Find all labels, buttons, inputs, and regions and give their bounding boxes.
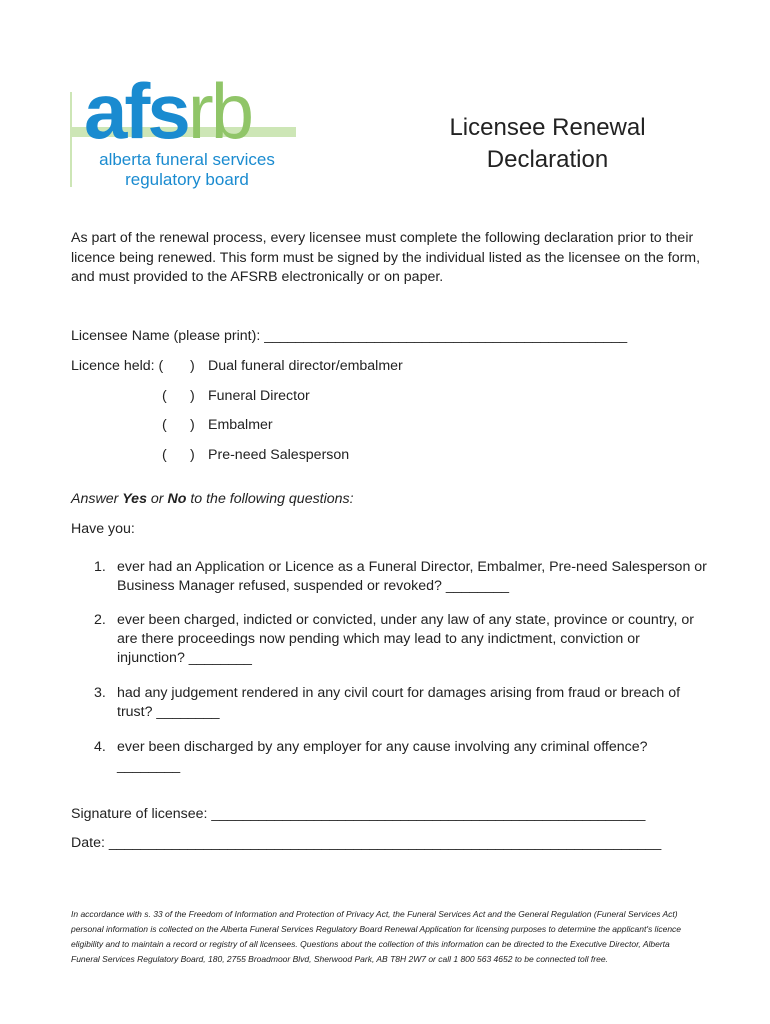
logo-green-edge (70, 92, 72, 187)
licence-option-funeral-director[interactable]: Funeral Director (208, 388, 310, 404)
signature-label: Signature of licensee: (71, 806, 208, 822)
question-number: 2. (94, 612, 106, 628)
document-title: Licensee Renewal Declaration (449, 114, 646, 173)
question-number: 1. (94, 559, 106, 575)
date-row (71, 834, 661, 853)
licensee-name-label: Licensee Name (please print): (71, 328, 261, 344)
option-close-paren: ) (190, 388, 195, 404)
intro-paragraph: As part of the renewal process, every licensee must complete the following declaration prior to their licence being renewed. This form must be signed by the individual listed as the licensee on the form, and must provided to the AFSRB electronically or on paper. (71, 230, 701, 285)
instruction-no: No (167, 491, 187, 507)
question-item[interactable] (94, 738, 709, 776)
logo-wordmark (84, 67, 252, 155)
logo-wordmark-afs: afs (84, 67, 188, 155)
question-text: ever had an Application or Licence as a Funeral Director, Embalmer, Pre-need Salesperson or Business Manager refused, suspended or revoked? ________ (117, 559, 707, 594)
option-open-paren: ( (162, 447, 167, 463)
instruction-prefix: Answer (71, 491, 123, 507)
question-text: ever been charged, indicted or convicted, under any law of any state, province or country, or are there proceedings now pending which may lead to any indictment, conviction or injunction? ________ (117, 612, 695, 666)
signature-row (71, 805, 645, 824)
have-you-label: Have you: (71, 521, 135, 537)
option-close-paren: ) (190, 447, 195, 463)
logo-wordmark-rb: rb (187, 67, 252, 155)
option-close-paren: ) (190, 417, 195, 433)
question-item[interactable] (94, 684, 709, 722)
option-open-paren: ( (162, 417, 167, 433)
licensee-name-row (71, 327, 627, 346)
licensee-name-field[interactable]: ______________________________________________ (264, 328, 628, 344)
question-item[interactable] (94, 558, 709, 596)
licence-option-pre-need[interactable]: Pre-need Salesperson (208, 447, 350, 463)
date-label: Date: (71, 835, 105, 851)
afsrb-logo (70, 67, 298, 190)
question-text: ever been discharged by any employer for any cause involving any criminal offence? ________ (117, 739, 648, 774)
instruction-mid: or (146, 491, 168, 507)
question-text: had any judgement rendered in any civil court for damages arising from fraud or breach of trust? ________ (117, 685, 681, 720)
question-item[interactable] (94, 611, 709, 668)
option-open-paren: ( (162, 388, 167, 404)
question-number: 3. (94, 685, 106, 701)
licence-option-dual[interactable]: Dual funeral director/embalmer (208, 358, 403, 374)
date-field[interactable]: ______________________________________________________________________ (108, 835, 662, 851)
option-close-paren: ) (190, 358, 195, 374)
logo-line-2: regulatory board (125, 170, 249, 189)
question-number: 4. (94, 739, 106, 755)
privacy-footer: In accordance with s. 33 of the Freedom of Information and Protection of Privacy Act, the Funeral Services Act and the General Regulation (Funeral Services Act) personal information is collected on the Alberta Funeral Services Regulatory Board Renewal Application for licensing purposes to determine the applicant's licence eligibility and to maintain a record or registry of all licensees. Questions about the collection of this information can be directed to the Executive Director, Alberta Funeral Services Regulatory Board, 180, 2755 Broadmoor Blvd, Sherwood Park, AB T8H 2W7 or call 1 800 563 4652 to be connected toll free. (71, 909, 682, 964)
licence-held-label: Licence held: ( (71, 358, 164, 374)
answer-instruction (71, 491, 354, 507)
instruction-suffix: to the following questions: (186, 491, 354, 507)
instruction-yes: Yes (122, 491, 147, 507)
signature-field[interactable]: _______________________________________________________ (211, 806, 646, 822)
licence-option-embalmer[interactable]: Embalmer (208, 417, 273, 433)
logo-line-1: alberta funeral services (99, 150, 275, 169)
